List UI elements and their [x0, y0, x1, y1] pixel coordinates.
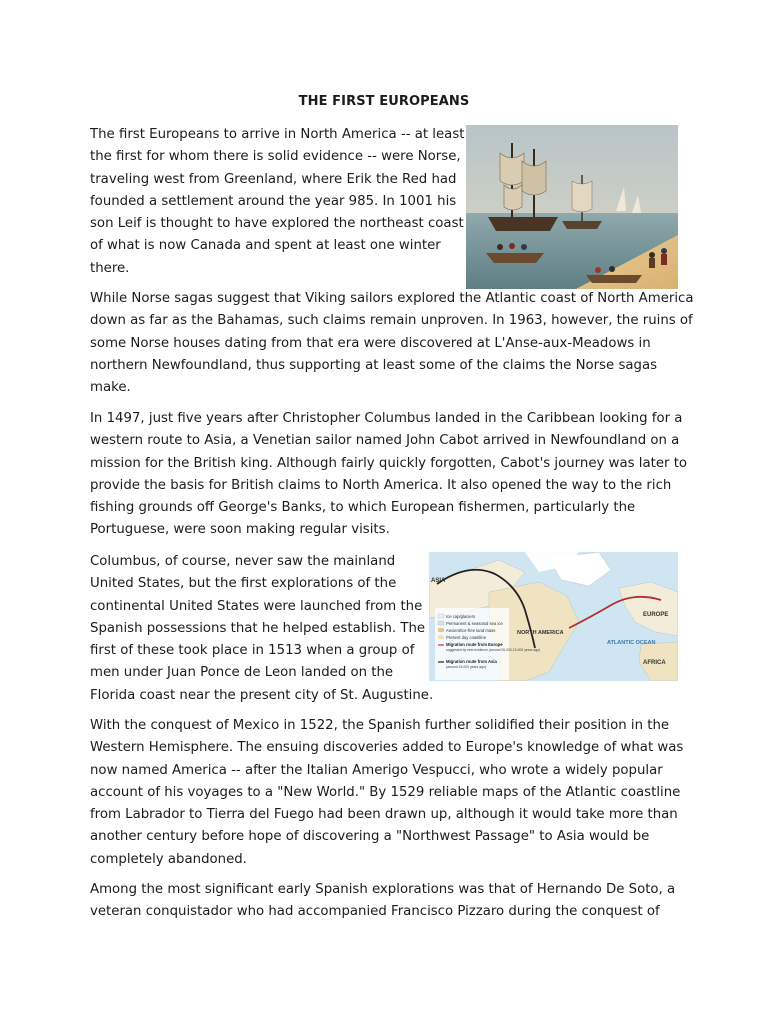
- migration-map-image: [429, 552, 678, 681]
- paragraph-6: [90, 879, 675, 924]
- legend-label: Permanent & seasonal sea ice: [446, 621, 503, 626]
- line: Spanish possessions that he helped establish. The: [90, 620, 426, 636]
- legend-label: Ice cap/glaciers: [446, 614, 476, 619]
- line: The first Europeans to arrive in North America -- at least: [90, 127, 465, 142]
- line: northern Newfoundland, thus supporting at least some of the claims the Norse sagas: [90, 357, 658, 373]
- map-label-africa: AFRICA: [643, 660, 666, 666]
- line: traveling west from Greenland, where Erik the Red had: [90, 171, 457, 187]
- line: fishing grounds off George's Banks, to which European fishermen, particularly the: [90, 500, 636, 516]
- document-title: THE FIRST EUROPEANS: [298, 94, 470, 109]
- line: Among the most significant early Spanish explorations was that of Hernando De Soto, a: [90, 882, 676, 897]
- legend-note: (around 15,000 years ago): [446, 665, 486, 669]
- ship-painting-image: [466, 125, 678, 289]
- line: down as far as the Bahamas, such claims remain unproven. In 1963, however, the ruins of: [90, 313, 693, 329]
- line: account of his voyages to a "New World." By 1529 reliable maps of the Atlantic coastline: [90, 784, 681, 800]
- paragraph-1: [90, 124, 464, 280]
- line: now named America -- after the Italian Amerigo Vespucci, who wrote a widely popular: [90, 762, 663, 778]
- line: Western Hemisphere. The ensuing discoveries added to Europe's knowledge of what was: [90, 740, 684, 756]
- legend-label: Ancient/ice-free land mass: [446, 628, 496, 633]
- line: men under Juan Ponce de Leon landed on the: [90, 665, 394, 681]
- line: founded a settlement around the year 985. In 1001 his: [90, 193, 457, 209]
- legend-note: suggested by new evidence (around 26,000-19,000 years ago): [446, 648, 541, 652]
- line: continental United States were launched from the: [90, 598, 423, 614]
- paragraph-3: [90, 408, 687, 542]
- line: completely abandoned.: [90, 851, 247, 867]
- legend-label: Migration route from Asia: [446, 659, 497, 664]
- line: the first for whom there is solid evidence -- were Norse,: [90, 149, 461, 165]
- paragraph-2: [90, 288, 694, 399]
- line: of what is now Canada and spent at least one winter: [90, 238, 441, 254]
- map-label-atlantic: ATLANTIC OCEAN: [607, 640, 656, 646]
- line: western route to Asia, a Venetian sailor named John Cabot arrived in Newfoundland on a: [90, 433, 680, 449]
- paragraph-4: [90, 551, 433, 707]
- map-label-north-america: NORTH AMERICA: [517, 630, 564, 636]
- line: United States, but the first explorations of the: [90, 576, 397, 592]
- line: Columbus, of course, never saw the mainland: [90, 554, 396, 569]
- line: With the conquest of Mexico in 1522, the Spanish further solidified their position in the: [90, 718, 670, 733]
- line: there.: [90, 260, 130, 276]
- line: mission for the British king. Although fairly quickly forgotten, Cabot's journey was later to: [90, 455, 688, 471]
- line: first of these took place in 1513 when a group of: [90, 643, 415, 659]
- line: some Norse houses dating from that era were discovered at L'Anse-aux-Meadows in: [90, 335, 651, 351]
- line: Florida coast near the present city of St. Augustine.: [90, 687, 434, 703]
- line: another century before hope of discovering a "Northwest Passage" to Asia would be: [90, 829, 650, 845]
- legend-label: Present day coastline: [446, 635, 487, 640]
- line: veteran conquistador who had accompanied Francisco Pizzaro during the conquest of: [90, 904, 660, 920]
- line: While Norse sagas suggest that Viking sailors explored the Atlantic coast of North America: [90, 291, 694, 306]
- line: make.: [90, 380, 131, 396]
- line: Portuguese, were soon making regular visits.: [90, 522, 390, 538]
- line: from Labrador to Tierra del Fuego had been drawn up, although it would take more than: [90, 807, 678, 823]
- map-label-europe: EUROPE: [643, 612, 669, 618]
- map-label-asia: ASIA: [431, 578, 446, 584]
- paragraph-5: [90, 715, 683, 871]
- legend-label: Migration route from Europe: [446, 642, 503, 647]
- line: In 1497, just five years after Christopher Columbus landed in the Caribbean looking for a: [90, 411, 683, 426]
- line: son Leif is thought to have explored the northeast coast: [90, 216, 464, 232]
- line: provide the basis for British claims to North America. It also opened the way to the rich: [90, 477, 672, 493]
